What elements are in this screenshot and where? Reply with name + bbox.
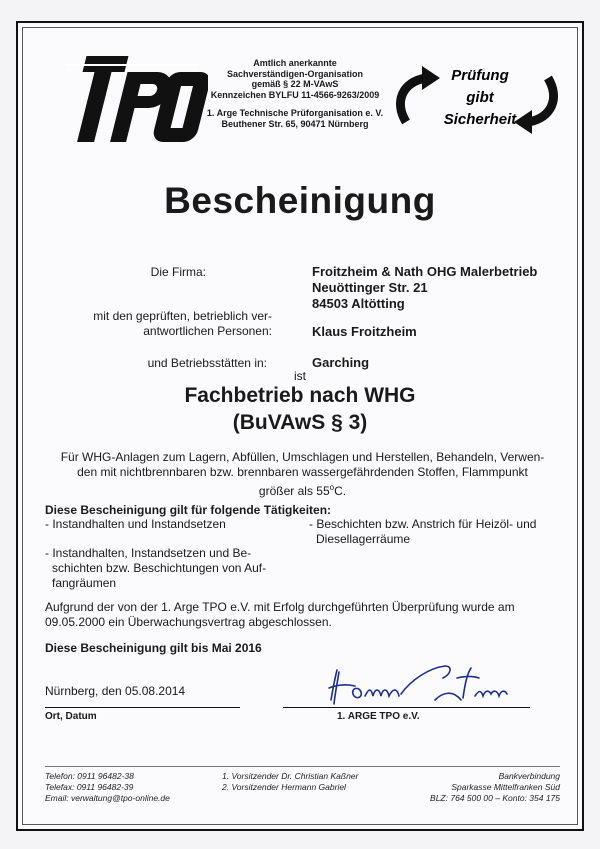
activity-item: - Instandhalten und Instandsetzen — [45, 517, 226, 531]
signature-label: 1. ARGE TPO e.V. — [337, 711, 420, 722]
place-date: Nürnberg, den 05.08.2014 — [45, 684, 186, 698]
footer-divider — [45, 766, 560, 767]
footer-board: 1. Vorsitzender Dr. Christian Kaßner 2. Vorsitzender Hermann Gabriel — [222, 771, 359, 792]
document-title: Bescheinigung — [164, 180, 436, 221]
svg-text:TPO: TPO — [58, 50, 61, 51]
activities-heading: Diese Bescheinigung gilt für folgende Tätigkeiten: — [45, 503, 332, 517]
footer-contact: Telefon: 0911 96482-38 Telefax: 0911 96482-39 Email: verwaltung@tpo-online.de — [45, 771, 170, 803]
activity-item: - Instandhalten, Instandsetzen und Be- schichten bzw. Beschichtungen von Auf- fangräumen — [45, 546, 267, 590]
heading-fachbetrieb: Fachbetrieb nach WHG — [184, 384, 416, 407]
firma-value: Froitzheim & Nath OHG Malerbetrieb Neuöttinger Str. 21 84503 Altötting — [312, 264, 538, 311]
pruefung-seal — [388, 60, 566, 140]
footer-email[interactable]: Email: verwaltung@tpo-online.de — [45, 793, 170, 803]
personen-value: Klaus Froitzheim — [312, 324, 417, 339]
svg-text:Sicherheit: Sicherheit — [443, 111, 517, 128]
footer-bank: Bankverbindung Sparkasse Mittelfranken Süd BLZ: 764 500 00 – Konto: 354 175 — [430, 771, 560, 803]
activity-item: - Beschichten bzw. Anstrich für Heizöl- und Diesellagerräume — [309, 517, 537, 546]
scope-paragraph: Für WHG-Anlagen zum Lagern, Abfüllen, Umschlagen und Herstellen, Behandeln, Verwen- den mit nichtbrennbaren bzw. brennbaren wassergefährdenden Stoffen, Flammpunkt größer als 55$^o$C. — [60, 450, 545, 498]
personen-label: mit den geprüften, betrieblich ver- antwortlichen Personen: — [93, 309, 272, 338]
signature-line — [283, 707, 530, 708]
betriebsstaetten-value: Garching — [312, 355, 370, 370]
ist-text: ist — [294, 369, 306, 383]
validity-text: Diese Bescheinigung gilt bis Mai 2016 — [45, 641, 262, 655]
heading-buvaws: (BuVAwS § 3) — [232, 411, 368, 434]
audit-paragraph: Aufgrund der von der 1. Arge TPO e.V. mit Erfolg durchgeführten Überprüfung wurde am 09.05.2000 ein Überwachungsvertrag abgeschlossen. — [45, 600, 515, 629]
firma-label: Die Firma: — [150, 265, 206, 279]
betriebsstaetten-label: und Betriebsstätten in: — [147, 356, 267, 370]
place-date-line — [45, 707, 240, 708]
place-date-label: Ort, Datum — [45, 711, 97, 722]
svg-text:Prüfung: Prüfung — [451, 67, 509, 84]
svg-text:gibt: gibt — [466, 89, 494, 106]
tpo-logo — [58, 50, 208, 150]
organization-info: Amtlich anerkannte Sachverständigen-Organisation gemäß § 22 M-VAwS Kennzeichen BYLFU 11-4566-9263/2009 1. Arge Technische Prüforganisation e. V. Beuthener Str. 65, 90471 Nürnberg — [206, 58, 384, 129]
signature — [325, 660, 525, 712]
